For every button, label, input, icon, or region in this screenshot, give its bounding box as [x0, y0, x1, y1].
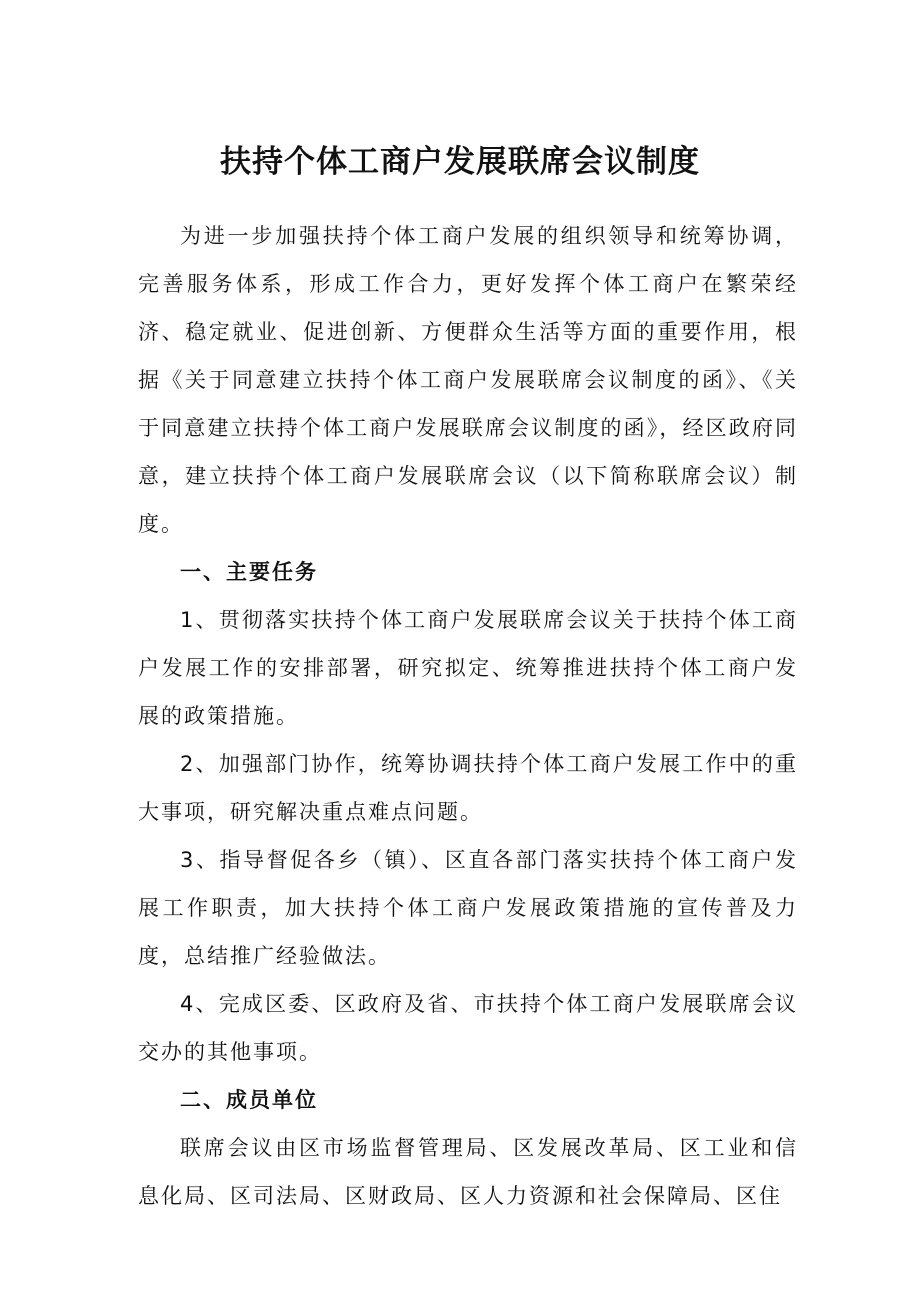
document-title: 扶持个体工商户发展联席会议制度 — [220, 144, 700, 180]
intro-paragraph: 为进一步加强扶持个体工商户发展的组织领导和统筹协调，完善服务体系，形成工作合力，更好发挥个体工商户在繁荣经济、稳定就业、促进创新、方便群众生活等方面的重要作用，根据《关于同意建立扶持个体工商户发展联席会议制度的函》、《关于同意建立扶持个体工商户发展联席会议制度的函》，经区政府同意，建立扶持个体工商户发展联席会议（以下简称联席会议）制度。 — [138, 224, 798, 536]
task-item-2: 2、加强部门协作，统筹协调扶持个体工商户发展工作中的重大事项，研究解决重点难点问题。 — [138, 752, 798, 824]
task-item-4: 4、完成区委、区政府及省、市扶持个体工商户发展联席会议交办的其他事项。 — [138, 992, 798, 1064]
task-item-1: 1、贯彻落实扶持个体工商户发展联席会议关于扶持个体工商户发展工作的安排部署，研究拟定、统筹推进扶持个体工商户发展的政策措施。 — [138, 608, 798, 728]
section-heading-main-tasks: 一、主要任务 — [180, 560, 318, 584]
section-heading-member-units: 二、成员单位 — [180, 1088, 318, 1112]
task-item-3: 3、指导督促各乡（镇）、区直各部门落实扶持个体工商户发展工作职责，加大扶持个体工商户发展政策措施的宣传普及力度，总结推广经验做法。 — [138, 848, 798, 968]
document-body — [138, 212, 798, 1220]
member-units-paragraph: 联席会议由区市场监督管理局、区发展改革局、区工业和信息化局、区司法局、区财政局、区人力资源和社会保障局、区住 — [138, 1136, 798, 1208]
